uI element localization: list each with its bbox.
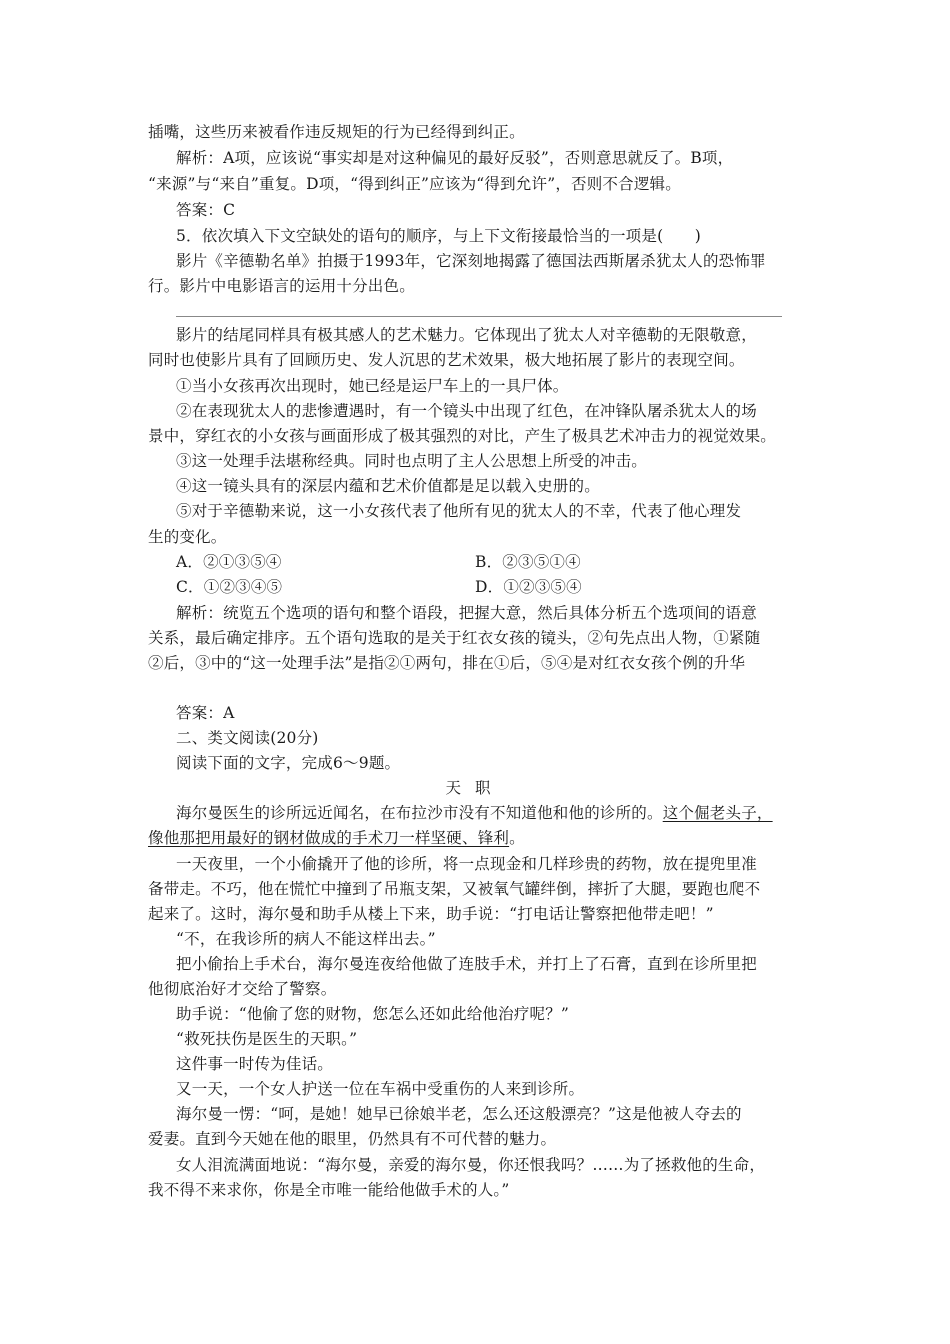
text-line: 影片的结尾同样具有极其感人的艺术魅力。它体现出了犹太人对辛德勒的无限敬意， <box>176 326 757 344</box>
text-line: 插嘴，这些历来被看作违反规矩的行为已经得到纠正。 <box>148 123 525 141</box>
choice-a: A．②①③⑤④ <box>176 553 282 571</box>
text-line: ②后，③中的“这一处理手法”是指②①两句，排在①后，⑤④是对红衣女孩个例的升华 <box>148 654 746 672</box>
text-line <box>148 828 525 848</box>
text-line: 助手说：“他偷了您的财物，您怎么还如此给他治疗呢？” <box>176 1005 570 1023</box>
text-line: 起来了。这时，海尔曼和助手从楼上下来，助手说：“打电话让警察把他带走吧！” <box>148 905 714 923</box>
text-line: 答案：A <box>176 704 235 722</box>
section-heading: 二、类文阅读(20分) <box>176 729 319 747</box>
text-span: 。 <box>509 829 525 847</box>
text-line: 关系，最后确定排序。五个语句选取的是关于红衣女孩的镜头，②句先点出人物，①紧随 <box>148 629 761 647</box>
text-line: “来源”与“来自”重复。D项，“得到纠正”应该为“得到允许”，否则不合逻辑。 <box>148 175 681 193</box>
sentence-option-1: ①当小女孩再次出现时，她已经是运尸车上的一具尸体。 <box>176 377 569 395</box>
text-line: 景中，穿红衣的小女孩与画面形成了极其强烈的对比，产生了极具艺术冲击力的视觉效果。 <box>148 427 777 445</box>
question-5: 5．依次填入下文空缺处的语句的顺序，与上下文衔接最恰当的一项是( ) <box>176 227 701 245</box>
text-line: 生的变化。 <box>148 528 227 546</box>
choice-b: B．②③⑤①④ <box>475 553 581 571</box>
text-line: 爱妻。直到今天她在他的眼里，仍然具有不可代替的魅力。 <box>148 1130 557 1148</box>
text-line: 备带走。不巧，他在慌忙中撞到了吊瓶支架，又被氧气罐绊倒，摔折了大腿，要跑也爬不 <box>148 880 761 898</box>
text-line: 他彻底治好才交给了警察。 <box>148 980 337 998</box>
text-line: 我不得不来求你，你是全市唯一能给他做手术的人。” <box>148 1181 510 1199</box>
sentence-option-2: ②在表现犹太人的悲惨遭遇时，有一个镜头中出现了红色，在冲锋队屠杀犹太人的场 <box>176 402 757 420</box>
text-line: 海尔曼一愣：“呵，是她！她早已徐娘半老，怎么还这般漂亮？”这是他被人夺去的 <box>176 1105 742 1123</box>
text-line: 把小偷抬上手术台，海尔曼连夜给他做了连肢手术，并打上了石膏，直到在诊所里把 <box>176 955 757 973</box>
underlined-sentence: 像他那把用最好的钢材做成的手术刀一样坚硬、锋利 <box>148 829 510 847</box>
text-line: 同时也使影片具有了回顾历史、发人沉思的艺术效果，极大地拓展了影片的表现空间。 <box>148 351 745 369</box>
text-line: 一天夜里，一个小偷撬开了他的诊所，将一点现金和几样珍贵的药物，放在提兜里准 <box>176 855 757 873</box>
choice-d: D．①②③⑤④ <box>475 578 582 596</box>
text-line: “救死扶伤是医生的天职。” <box>176 1030 358 1048</box>
text-line: 影片《辛德勒名单》拍摄于1993年，它深刻地揭露了德国法西斯屠杀犹太人的恐怖罪 <box>176 252 766 270</box>
text-line <box>176 803 773 823</box>
text-line: 答案：C <box>176 201 236 219</box>
text-line: 女人泪流满面地说：“海尔曼，亲爱的海尔曼，你还恨我吗？……为了拯救他的生命， <box>176 1156 766 1174</box>
text-span: 海尔曼医生的诊所远近闻名，在布拉沙市没有不知道他和他的诊所的。 <box>176 804 663 822</box>
text-line: 又一天，一个女人护送一位在车祸中受重伤的人来到诊所。 <box>176 1080 585 1098</box>
sentence-option-5: ⑤对于辛德勒来说，这一小女孩代表了他所有见的犹太人的不幸，代表了他心理发 <box>176 502 742 520</box>
text-line: 解析：统览五个选项的语句和整个语段，把握大意，然后具体分析五个选项间的语意 <box>176 604 757 622</box>
sentence-option-3: ③这一处理手法堪称经典。同时也点明了主人公思想上所受的冲击。 <box>176 452 648 470</box>
text-line: 阅读下面的文字，完成6～9题。 <box>176 754 401 772</box>
sentence-option-4: ④这一镜头具有的深层内蕴和艺术价值都是足以载入史册的。 <box>176 477 600 495</box>
underlined-sentence: 这个倔老头子， <box>662 804 773 822</box>
text-line: “不，在我诊所的病人不能这样出去。” <box>176 930 436 948</box>
fill-in-blank-line <box>176 316 782 317</box>
text-line: 解析：A项，应该说“事实却是对这种偏见的最好反驳”，否则意思就反了。B项， <box>176 149 734 167</box>
text-line: 这件事一时传为佳话。 <box>176 1055 334 1073</box>
choice-c: C．①②③④⑤ <box>176 578 283 596</box>
article-title: 天职 <box>445 779 505 797</box>
text-line: 行。影片中电影语言的运用十分出色。 <box>148 277 415 295</box>
